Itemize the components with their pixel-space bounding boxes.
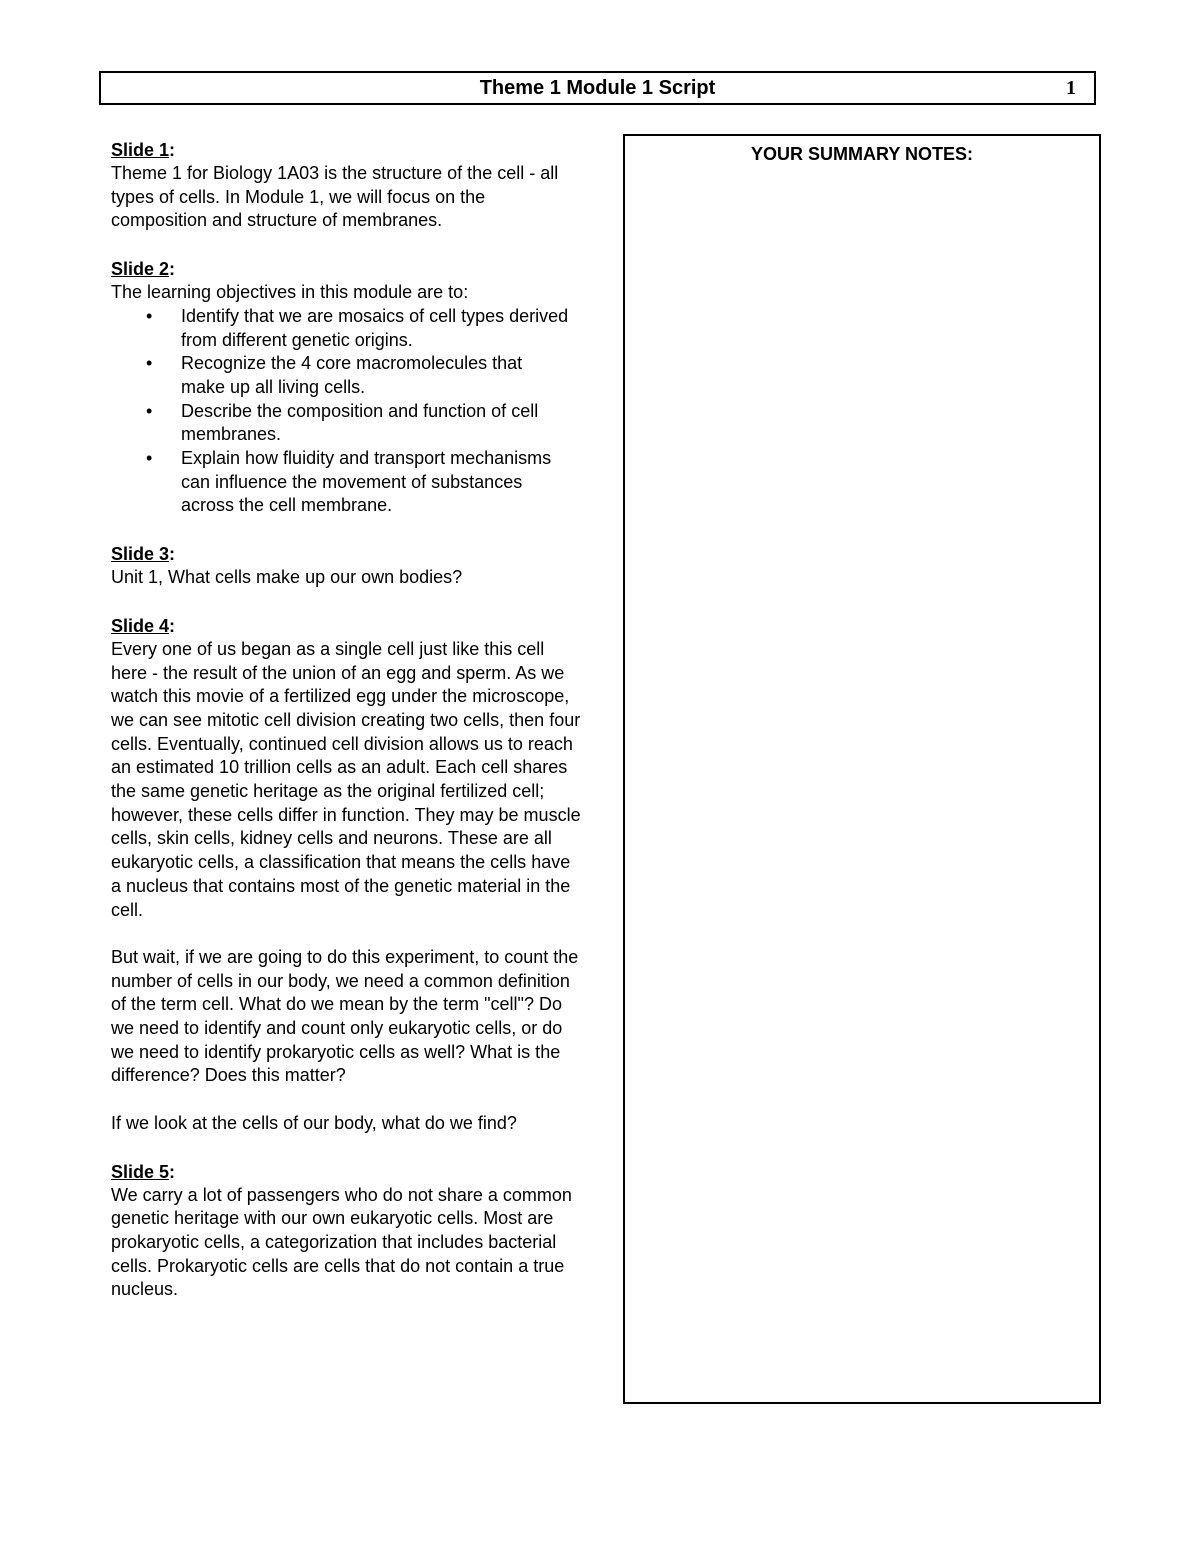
slide-heading-label: Slide 3 bbox=[111, 544, 170, 565]
summary-notes-title: YOUR SUMMARY NOTES: bbox=[750, 144, 973, 164]
slide-paragraph: If we look at the cells of our body, what do we find? bbox=[111, 1112, 517, 1133]
list-item-text: Recognize the 4 core macromolecules that make up all living cells. bbox=[181, 353, 523, 397]
slide-3-section bbox=[111, 542, 581, 590]
slide-heading-colon: : bbox=[169, 259, 176, 280]
slide-paragraph: We carry a lot of passengers who do not share a common genetic heritage with our own eukaryotic cells. Most are prokaryotic cells, a categorization that includes bacterial cells. Prokaryotic cells are cells that do not contain a true nucleus. bbox=[111, 1184, 572, 1300]
summary-notes-box[interactable] bbox=[623, 134, 1101, 1404]
list-item bbox=[111, 305, 571, 352]
list-item bbox=[111, 352, 571, 399]
slide-heading-label: Slide 5 bbox=[111, 1161, 170, 1182]
slide-heading-label: Slide 4 bbox=[111, 615, 170, 636]
learning-objectives-list bbox=[111, 305, 581, 518]
slide-paragraph: The learning objectives in this module are to: bbox=[111, 282, 469, 303]
slide-heading-label: Slide 2 bbox=[111, 259, 170, 280]
slide-heading bbox=[111, 138, 581, 162]
list-item bbox=[111, 447, 571, 518]
page-header bbox=[99, 71, 1096, 105]
document-title: Theme 1 Module 1 Script bbox=[479, 77, 716, 99]
slide-heading bbox=[111, 542, 581, 566]
list-item-text: Describe the composition and function of cell membranes. bbox=[181, 400, 539, 445]
slide-heading-colon: : bbox=[169, 544, 176, 565]
list-item-text: Identify that we are mosaics of cell types derived from different genetic origins. bbox=[181, 305, 569, 350]
bullet-icon: • bbox=[146, 353, 153, 374]
slide-heading-label: Slide 1 bbox=[111, 140, 170, 160]
list-item-text: Explain how fluidity and transport mechanisms can influence the movement of substances across the cell membrane. bbox=[181, 448, 552, 516]
script-column bbox=[111, 138, 581, 1326]
slide-heading bbox=[111, 614, 581, 638]
slide-paragraph: Unit 1, What cells make up our own bodies? bbox=[111, 567, 463, 588]
slide-4-section bbox=[111, 614, 581, 1136]
slide-paragraph: Theme 1 for Biology 1A03 is the structure of the cell - all types of cells. In Module 1, we will focus on the composition and structure of membranes. bbox=[111, 163, 559, 231]
slide-1-section bbox=[111, 138, 581, 233]
slide-paragraph: Every one of us began as a single cell just like this cell here - the result of the union of an egg and sperm. As we watch this movie of a fertilized egg under the microscope, we can see mitotic cell division creating two cells, then four cells. Eventually, continued cell division allows us to reach an estimated 10 trillion cells as an adult. Each cell shares the same genetic heritage as the original fertilized cell; however, these cells differ in function. They may be muscle cells, skin cells, kidney cells and neurons. These are all eukaryotic cells, a classification that means the cells have a nucleus that contains most of the genetic material in the cell. bbox=[111, 638, 581, 920]
page-number: 1 bbox=[1066, 77, 1076, 99]
list-item bbox=[111, 400, 571, 447]
bullet-icon: • bbox=[146, 305, 153, 326]
slide-5-section bbox=[111, 1160, 581, 1303]
bullet-icon: • bbox=[146, 448, 153, 469]
bullet-icon: • bbox=[146, 400, 153, 421]
slide-heading bbox=[111, 257, 581, 281]
slide-heading-colon: : bbox=[169, 140, 176, 160]
slide-heading-colon: : bbox=[169, 1161, 176, 1182]
slide-paragraph: But wait, if we are going to do this experiment, to count the number of cells in our body, we need a common definition of the term cell. What do we mean by the term "cell"? Do we need to identify and count only eukaryotic cells, or do we need to identify prokaryotic cells as well? What is the difference? Does this matter? bbox=[111, 946, 579, 1086]
slide-heading-colon: : bbox=[169, 615, 176, 636]
slide-heading bbox=[111, 1160, 581, 1184]
slide-2-section bbox=[111, 257, 581, 518]
